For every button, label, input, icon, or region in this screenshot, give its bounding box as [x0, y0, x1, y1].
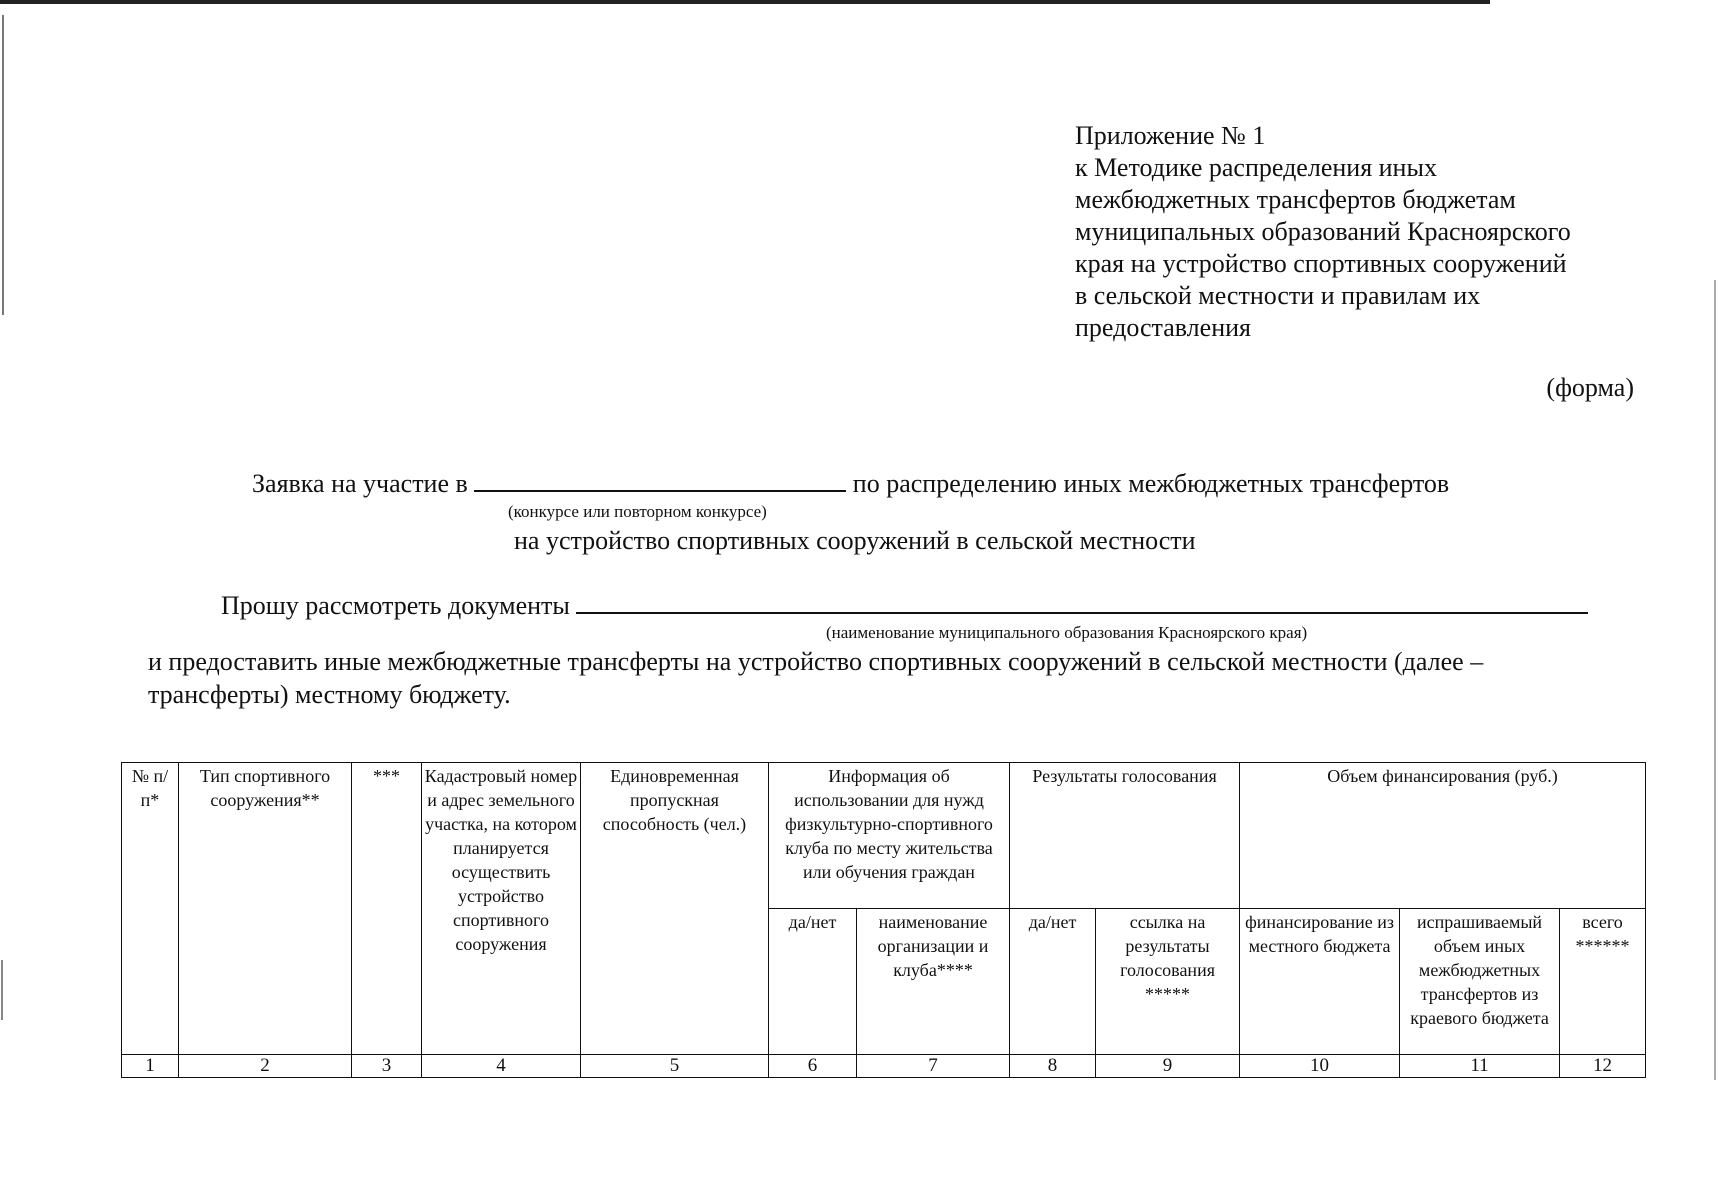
scan-border-left-lower — [1, 960, 3, 1020]
appendix-line: Приложение № 1 — [1075, 121, 1266, 150]
request-line — [221, 590, 1588, 621]
column-number: 1 — [122, 1055, 179, 1078]
column-number: 6 — [769, 1055, 857, 1078]
subheader-requested-transfers: испрашиваемый объем иных межбюджетных трансфертов из краевого бюджета — [1400, 909, 1560, 1055]
appendix-line: к Методике распределения иных — [1075, 153, 1437, 182]
application-prefix: Заявка на участие в — [252, 469, 468, 498]
form-label: (форма) — [1546, 373, 1634, 402]
appendix-header — [1075, 120, 1675, 344]
appendix-line: в сельской местности и правилам их — [1075, 281, 1481, 310]
municipality-hint: (наименование муниципального образования Красноярского края) — [826, 623, 1308, 642]
paragraph-line: и предоставить иные межбюджетные трансферты на устройство спортивных сооружений в сельской местности (далее – — [148, 647, 1484, 676]
header-facility-type: Тип спортивного сооружения** — [179, 763, 352, 1055]
header-funding: Объем финансирования (руб.) — [1240, 763, 1646, 909]
appendix-line: предоставления — [1075, 313, 1251, 342]
municipality-blank-field[interactable] — [576, 590, 1588, 614]
subheader-local-funding: финансирование из местного бюджета — [1240, 909, 1400, 1055]
paragraph-line: трансферты) местному бюджету. — [148, 680, 511, 709]
appendix-line: муниципальных образований Красноярского — [1075, 217, 1571, 246]
column-number: 12 — [1560, 1055, 1646, 1078]
subheader-total: всего ****** — [1560, 909, 1646, 1055]
subheader-info-yesno: да/нет — [769, 909, 857, 1055]
application-table — [121, 762, 1646, 1078]
application-subtitle: на устройство спортивных сооружений в сельской местности — [514, 526, 1196, 555]
column-number: 3 — [352, 1055, 422, 1078]
contest-blank-field[interactable] — [474, 468, 846, 492]
request-paragraph — [148, 645, 1638, 711]
header-club-info: Информация об использовании для нужд физкультурно-спортивного клуба по месту жительства или обучения граждан — [769, 763, 1010, 909]
header-stars: *** — [352, 763, 422, 1055]
appendix-line: края на устройство спортивных сооружений — [1075, 249, 1567, 278]
scan-border-right — [1714, 280, 1716, 1080]
column-number: 2 — [179, 1055, 352, 1078]
appendix-line: межбюджетных трансфертов бюджетам — [1075, 185, 1516, 214]
table-header-row — [122, 763, 1646, 909]
column-number: 11 — [1400, 1055, 1560, 1078]
column-number: 4 — [422, 1055, 581, 1078]
column-number: 10 — [1240, 1055, 1400, 1078]
scan-border-left — [2, 15, 4, 315]
request-prefix: Прошу рассмотреть документы — [221, 591, 570, 620]
column-number: 9 — [1096, 1055, 1240, 1078]
column-number: 5 — [581, 1055, 769, 1078]
header-voting: Результаты голосования — [1010, 763, 1240, 909]
column-number-row — [122, 1055, 1646, 1078]
subheader-vote-link: ссылка на результаты голосования ***** — [1096, 909, 1240, 1055]
contest-hint: (конкурсе или повторном конкурсе) — [508, 502, 767, 521]
subheader-org-name: наименование организации и клуба**** — [857, 909, 1010, 1055]
header-capacity: Единовременная пропускная способность (чел.) — [581, 763, 769, 1055]
application-title — [252, 468, 1449, 499]
scan-border-top — [0, 0, 1490, 4]
column-number: 8 — [1010, 1055, 1096, 1078]
header-cadastral: Кадастровый номер и адрес земельного участка, на котором планируется осуществить устройство спортивного сооружения — [422, 763, 581, 1055]
header-number: № п/п* — [122, 763, 179, 1055]
application-suffix: по распределению иных межбюджетных трансфертов — [852, 469, 1450, 498]
subheader-vote-yesno: да/нет — [1010, 909, 1096, 1055]
column-number: 7 — [857, 1055, 1010, 1078]
